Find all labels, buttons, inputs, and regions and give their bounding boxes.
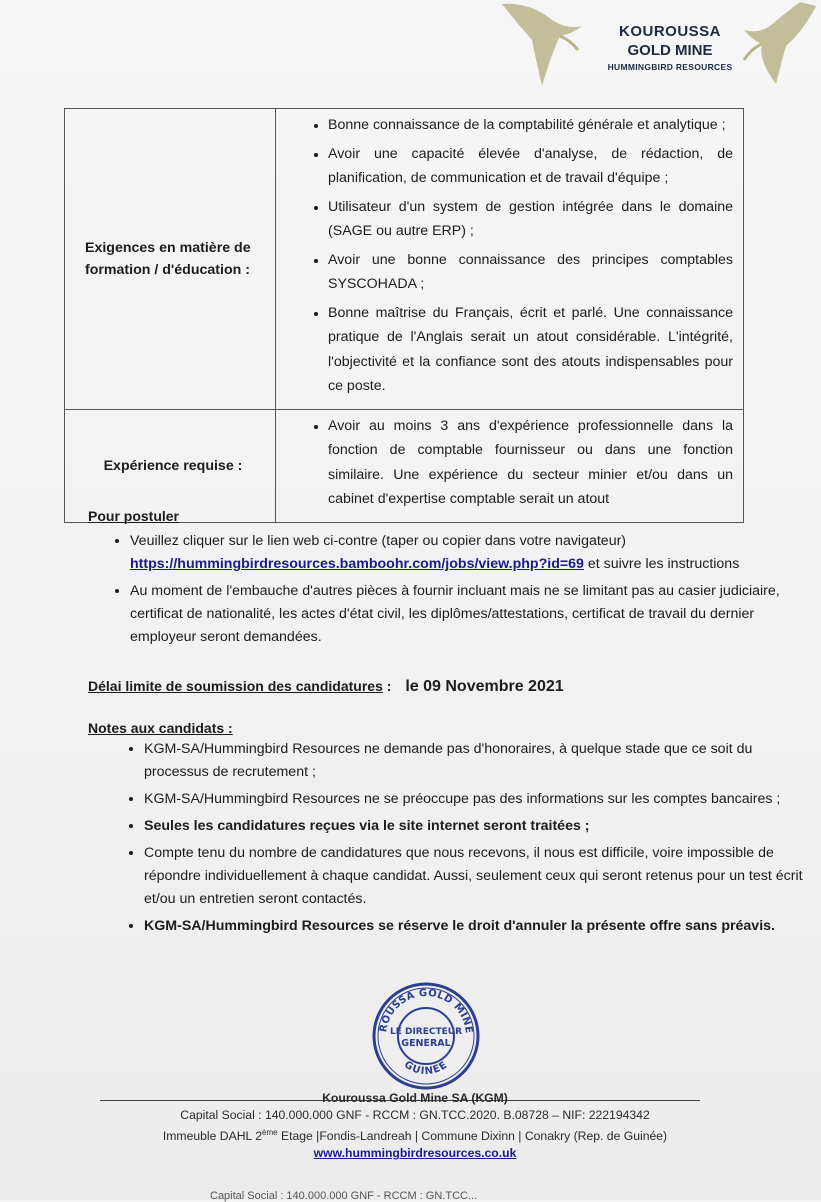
stamp-ring-top: ROUSSA GOLD MINE <box>378 987 475 1035</box>
deadline <box>88 678 564 696</box>
stamp-ring-bottom: GUINEE <box>402 1059 450 1078</box>
application-link[interactable]: https://hummingbirdresources.bamboohr.com/jobs/view.php?id=69 <box>130 556 584 572</box>
footer-address-sup: ème <box>262 1128 278 1137</box>
cutoff-text: Capital Social : 140.000.000 GNF - RCCM : GN.TCC... <box>210 1190 478 1202</box>
stamp-center-1: LE DIRECTEUR <box>389 1027 463 1037</box>
list-item: • Bonne connaissance de la comptabilité générale et analytique ; <box>328 113 733 138</box>
deadline-separator: : <box>386 678 392 694</box>
experience-row <box>65 409 744 522</box>
stamp-center-2: GENERAL <box>401 1038 451 1049</box>
deadline-date: le 09 Novembre 2021 <box>405 678 564 695</box>
brand-line-3: HUMMINGBIRD RESOURCES <box>607 62 733 72</box>
list-item: • Avoir une capacité élevée d'analyse, de rédaction, de planification, de communication et de travail d'équipe ; <box>328 142 733 191</box>
list-item: • KGM-SA/Hummingbird Resources ne demande pas d'honoraires, à quelque stade que ce soit du processus de recrutement ; <box>144 738 804 784</box>
notes-title: Notes aux candidats : <box>88 720 233 736</box>
company-logo <box>500 0 821 95</box>
list-item: • Utilisateur d'un system de gestion intégrée dans le domaine (SAGE ou autre ERP) ; <box>328 195 733 244</box>
apply-instruction-suffix: et suivre les instructions <box>587 556 740 572</box>
footer-company: Kouroussa Gold Mine SA (KGM) <box>322 1091 508 1105</box>
brand-line-1: KOUROUSSA <box>618 23 721 40</box>
experience-list <box>300 414 733 512</box>
list-item: • Seules les candidatures reçues via le site internet seront traitées ; <box>144 815 804 838</box>
list-item: • KGM-SA/Hummingbird Resources ne se préoccupe pas des informations sur les comptes bancaires ; <box>144 788 804 811</box>
list-item: • Au moment de l'embauche d'autres pièces à fournir incluant mais ne se limitant pas au casier judiciaire, certificat de nationalité, les actes d'état civil, les diplômes/attestations, certificat de travail du dernier employeur seront demandées. <box>130 580 780 649</box>
brand-line-2: GOLD MINE <box>627 41 713 59</box>
experience-label: Expérience requise : <box>65 409 276 522</box>
footer-capital: Capital Social : 140.000.000 GNF - RCCM : GN.TCC.2020. B.08728 – NIF: 222194342 <box>180 1108 650 1122</box>
list-item: • Avoir une bonne connaissance des principes comptables SYSCOHADA ; <box>328 248 733 297</box>
education-row <box>65 109 744 410</box>
list-item: • Bonne maîtrise du Français, écrit et parlé. Une connaissance pratique de l'Anglais serait un atout considérable. L'intégrité, l'objectivité et la confiance sont des atouts indispensables pour ce poste. <box>328 301 733 399</box>
education-list <box>300 113 733 399</box>
apply-instruction-text: Veuillez cliquer sur le lien web ci-contre (taper ou copier dans votre navigateur) <box>130 533 627 549</box>
stamp-seal-icon <box>370 980 482 1092</box>
requirements-table <box>64 108 744 523</box>
svg-text:GUINEE <box>402 1059 450 1077</box>
director-stamp <box>370 980 482 1092</box>
list-item: • Compte tenu du nombre de candidatures que nous recevons, il nous est difficile, voire impossible de répondre individuellement à chaque candidat. Aussi, seulement ceux qui seront retenus pour un test écrit et/ou un entretien seront contactés. <box>144 842 804 911</box>
footer-address <box>100 1124 730 1145</box>
apply-title: Pour postuler <box>88 508 180 524</box>
education-label: Exigences en matière de formation / d'éducation : <box>65 109 276 410</box>
list-item: • Avoir au moins 3 ans d'expérience professionnelle dans la fonction de comptable fournisseur ou dans une fonction similaire. Une expérience du secteur minier et/ou dans un cabinet d'expertise comptable serait un atout <box>328 414 733 512</box>
footer-address-suffix: Etage |Fondis-Landreah | Commune Dixinn | Conakry (Rep. de Guinée) <box>277 1129 668 1144</box>
deadline-label: Délai limite de soumission des candidatures <box>88 678 383 694</box>
footer-address-prefix: Immeuble DAHL 2 <box>162 1129 262 1144</box>
footer <box>100 1090 730 1162</box>
experience-content <box>276 409 744 522</box>
list-item: • KGM-SA/Hummingbird Resources se réserve le droit d'annuler la présente offre sans préavis. <box>144 915 804 938</box>
apply-list <box>86 530 780 653</box>
brand-text <box>595 24 745 72</box>
education-content <box>276 109 744 410</box>
list-item <box>130 530 780 576</box>
footer-website-link[interactable]: www.hummingbirdresources.co.uk <box>313 1146 517 1161</box>
notes-list <box>100 738 804 942</box>
